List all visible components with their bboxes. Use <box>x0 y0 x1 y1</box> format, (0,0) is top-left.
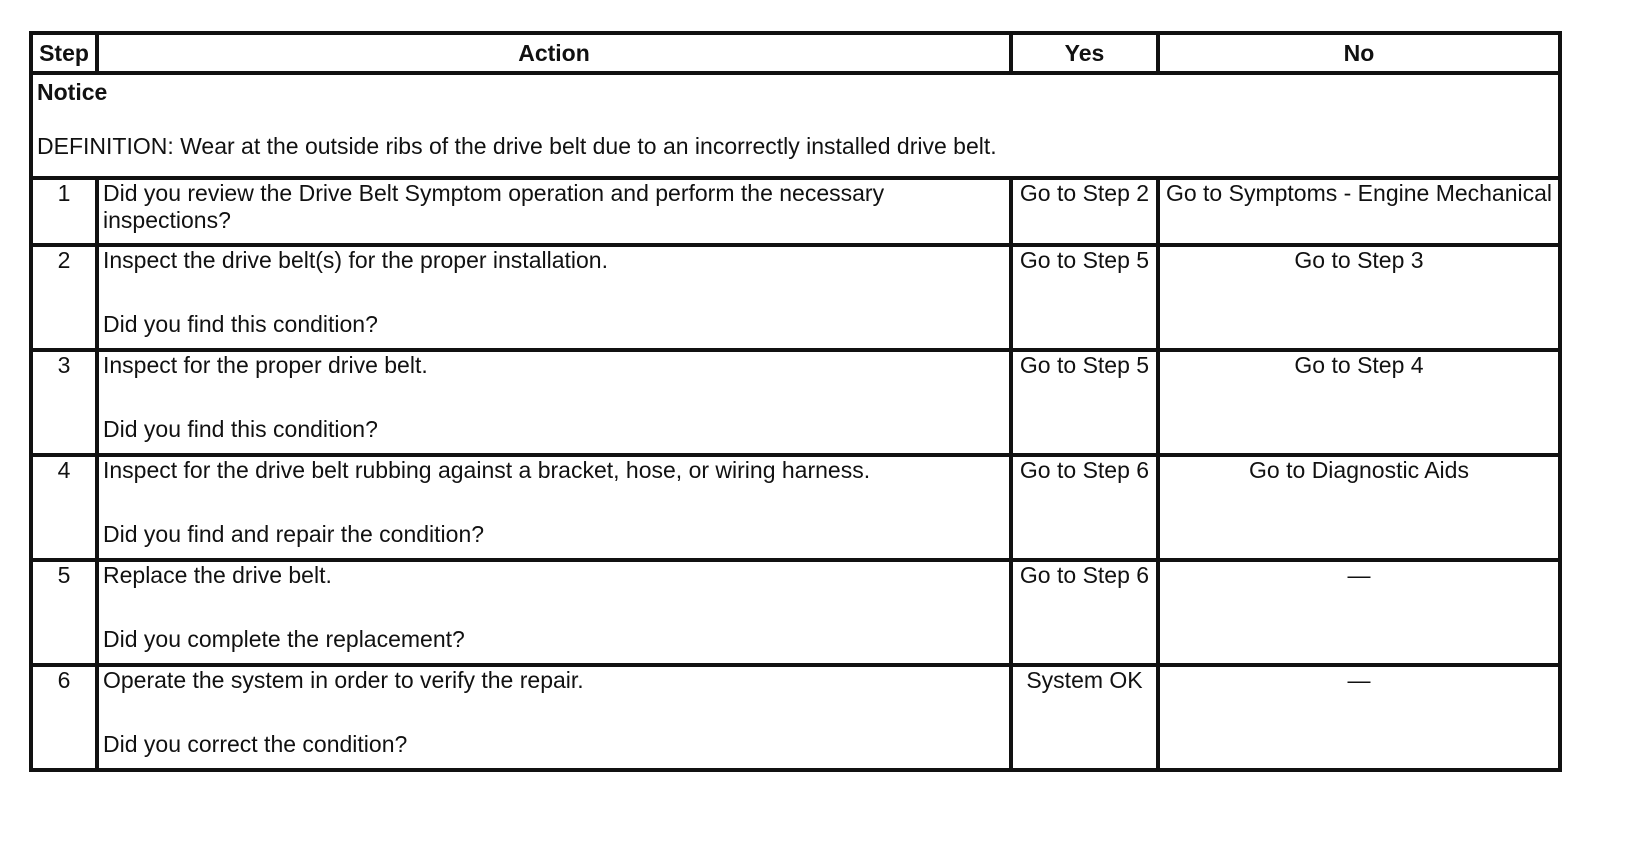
step-number: 6 <box>31 665 97 770</box>
action-question: Did you find and repair the condition? <box>103 521 485 547</box>
no-cell: Go to Step 4 <box>1158 350 1560 455</box>
table-row <box>31 455 1560 560</box>
action-instruction: Inspect for the drive belt rubbing against a bracket, hose, or wiring harness. <box>103 457 871 483</box>
header-no: No <box>1158 33 1560 73</box>
action-cell <box>97 665 1011 770</box>
notice-title: Notice <box>37 79 108 105</box>
step-number: 1 <box>31 178 97 245</box>
step-number: 5 <box>31 560 97 665</box>
no-cell: — <box>1158 560 1560 665</box>
action-instruction: Inspect for the proper drive belt. <box>103 352 428 378</box>
action-instruction: Replace the drive belt. <box>103 562 332 588</box>
yes-cell: System OK <box>1011 665 1158 770</box>
yes-cell: Go to Step 6 <box>1011 560 1158 665</box>
diagnostic-table <box>29 31 1562 772</box>
table-row <box>31 560 1560 665</box>
step-number: 4 <box>31 455 97 560</box>
header-yes: Yes <box>1011 33 1158 73</box>
action-question: Did you complete the replacement? <box>103 626 465 652</box>
no-cell: Go to Diagnostic Aids <box>1158 455 1560 560</box>
no-cell: — <box>1158 665 1560 770</box>
step-number: 3 <box>31 350 97 455</box>
action-question: Did you find this condition? <box>103 311 378 337</box>
action-instruction: Operate the system in order to verify the repair. <box>103 667 584 693</box>
no-cell: Go to Symptoms - Engine Mechanical <box>1158 178 1560 245</box>
header-step: Step <box>31 33 97 73</box>
action-cell <box>97 178 1011 245</box>
table-row <box>31 245 1560 350</box>
action-question: Did you correct the condition? <box>103 731 408 757</box>
action-cell <box>97 455 1011 560</box>
action-question: Did you find this condition? <box>103 416 378 442</box>
notice-cell <box>31 73 1560 178</box>
yes-cell: Go to Step 5 <box>1011 350 1158 455</box>
table-row <box>31 665 1560 770</box>
table-row <box>31 350 1560 455</box>
yes-cell: Go to Step 6 <box>1011 455 1158 560</box>
yes-cell: Go to Step 5 <box>1011 245 1158 350</box>
table-header-row <box>31 33 1560 73</box>
action-text: Did you review the Drive Belt Symptom operation and perform the necessary inspections? <box>103 180 885 233</box>
action-instruction: Inspect the drive belt(s) for the proper installation. <box>103 247 608 273</box>
action-cell <box>97 245 1011 350</box>
action-cell <box>97 350 1011 455</box>
action-cell <box>97 560 1011 665</box>
notice-row <box>31 73 1560 178</box>
notice-definition: DEFINITION: Wear at the outside ribs of the drive belt due to an incorrectly installed drive belt. <box>37 133 997 159</box>
header-action: Action <box>97 33 1011 73</box>
step-number: 2 <box>31 245 97 350</box>
no-cell: Go to Step 3 <box>1158 245 1560 350</box>
table-row <box>31 178 1560 245</box>
yes-cell: Go to Step 2 <box>1011 178 1158 245</box>
